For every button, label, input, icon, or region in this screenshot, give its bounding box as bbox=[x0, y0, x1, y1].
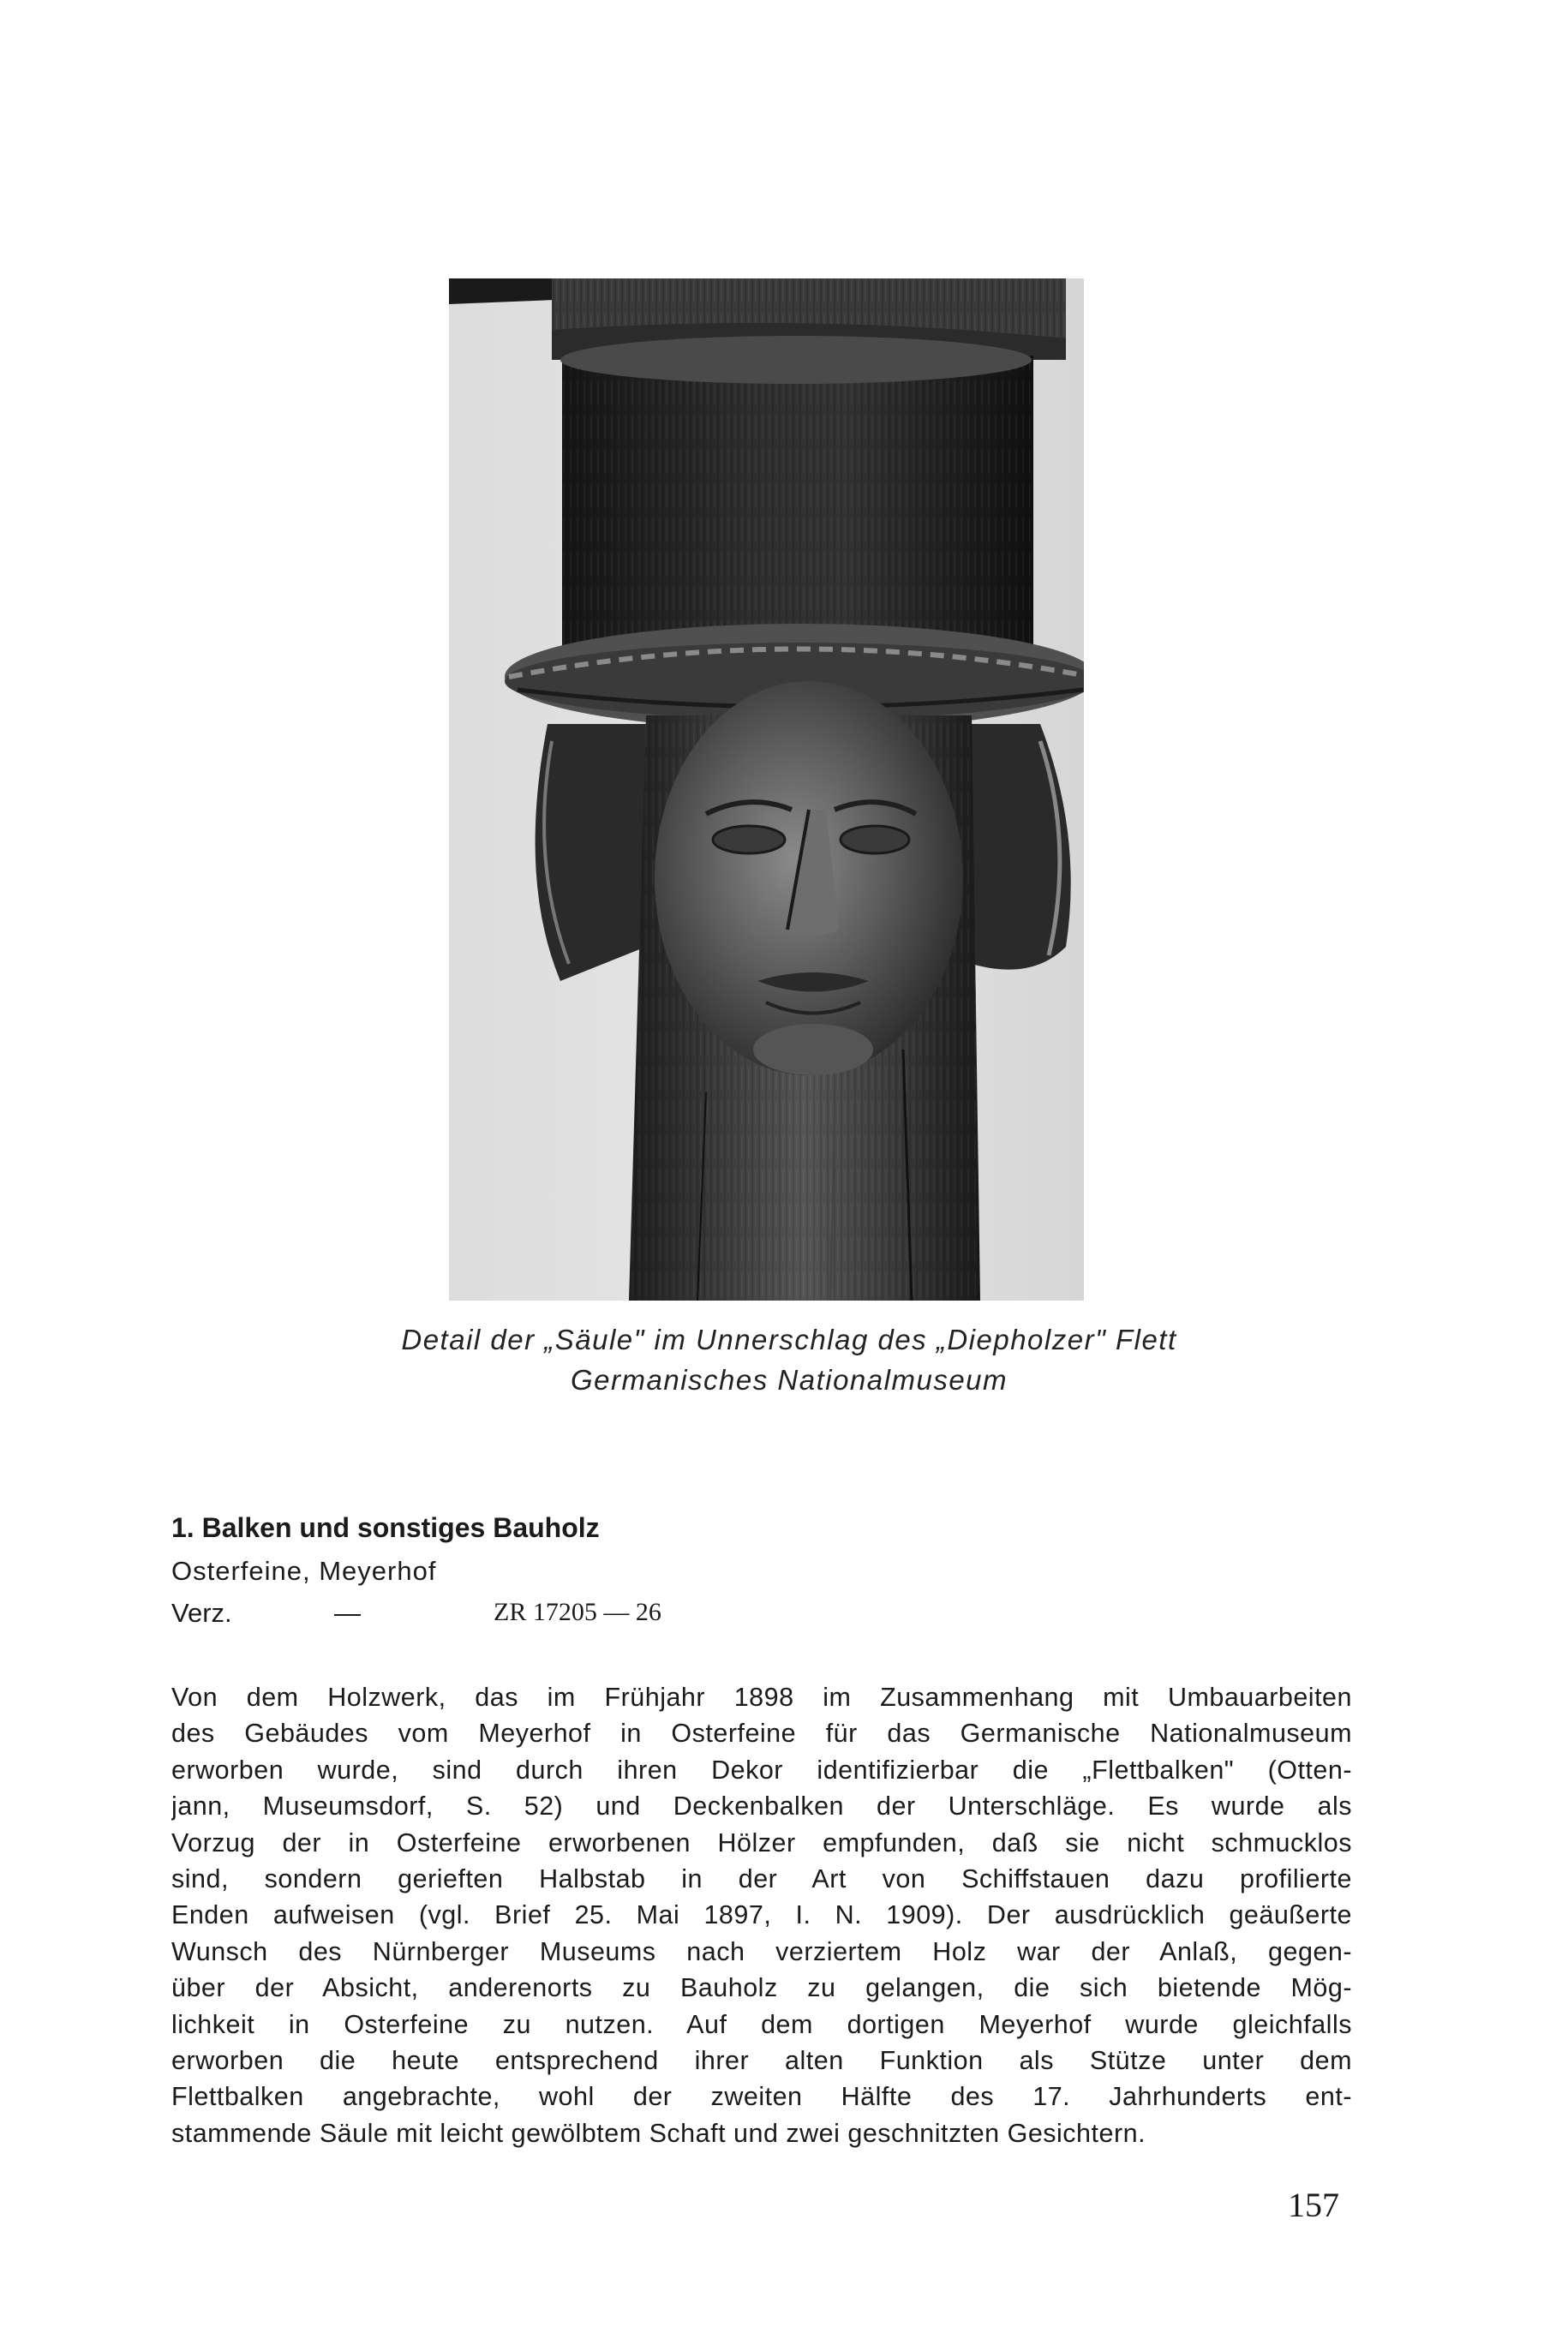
body-line: jann, Museumsdorf, S. 52) und Deckenbalken der Unterschläge. Es wurde als bbox=[171, 1792, 1352, 1822]
figure-caption-line-2: Germanisches Nationalmuseum bbox=[570, 1364, 1008, 1396]
body-line: Flettbalken angebrachte, wohl der zweiten Hälfte des 17. Jahrhunderts ent- bbox=[171, 2082, 1352, 2112]
figure-caption-line-1: Detail der „Säule" im Unnerschlag des „Diepholzer" Flett bbox=[401, 1324, 1177, 1355]
page-number: 157 bbox=[1288, 2186, 1339, 2224]
inventory-label: Verz. bbox=[171, 1598, 232, 1628]
body-line: über der Absicht, anderenorts zu Bauholz zu gelangen, die sich bietende Mög- bbox=[171, 1973, 1352, 2003]
body-line: des Gebäudes vom Meyerhof in Osterfeine für das Germanische Nationalmuseum bbox=[171, 1719, 1352, 1749]
inventory-dash: — bbox=[334, 1598, 361, 1628]
body-line: Enden aufweisen (vgl. Brief 25. Mai 1897, I. N. 1909). Der ausdrücklich geäußerte bbox=[171, 1900, 1352, 1930]
body-line: sind, sondern gerieften Halbstab in der Art von Schiffstauen dazu profilierte bbox=[171, 1863, 1352, 1893]
section-heading: 1. Balken und sonstiges Bauholz bbox=[171, 1512, 600, 1543]
body-paragraph bbox=[171, 1679, 1352, 2151]
body-line: erworben wurde, sind durch ihren Dekor identifizierbar die „Flettbalken" (Otten- bbox=[171, 1755, 1352, 1785]
column-photograph bbox=[449, 278, 1084, 1301]
body-line: stammende Säule mit leicht gewölbtem Schaft und zwei geschnitzten Gesichtern. bbox=[171, 2118, 1146, 2148]
body-line: Wunsch des Nürnberger Museums nach verziertem Holz war der Anlaß, gegen- bbox=[171, 1936, 1352, 1966]
inventory-reference: ZR 17205 — 26 bbox=[494, 1598, 661, 1626]
location-line: Osterfeine, Meyerhof bbox=[171, 1556, 437, 1586]
body-line: Vorzug der in Osterfeine erworbenen Hölzer empfunden, daß sie nicht schmucklos bbox=[171, 1828, 1352, 1857]
body-line: Von dem Holzwerk, das im Frühjahr 1898 im Zusammenhang mit Umbauarbeiten bbox=[171, 1683, 1352, 1712]
body-line: lichkeit in Osterfeine zu nutzen. Auf dem dortigen Meyerhof wurde gleichfalls bbox=[171, 2009, 1352, 2039]
body-line: erworben die heute entsprechend ihrer alten Funktion als Stütze unter dem bbox=[171, 2045, 1352, 2075]
